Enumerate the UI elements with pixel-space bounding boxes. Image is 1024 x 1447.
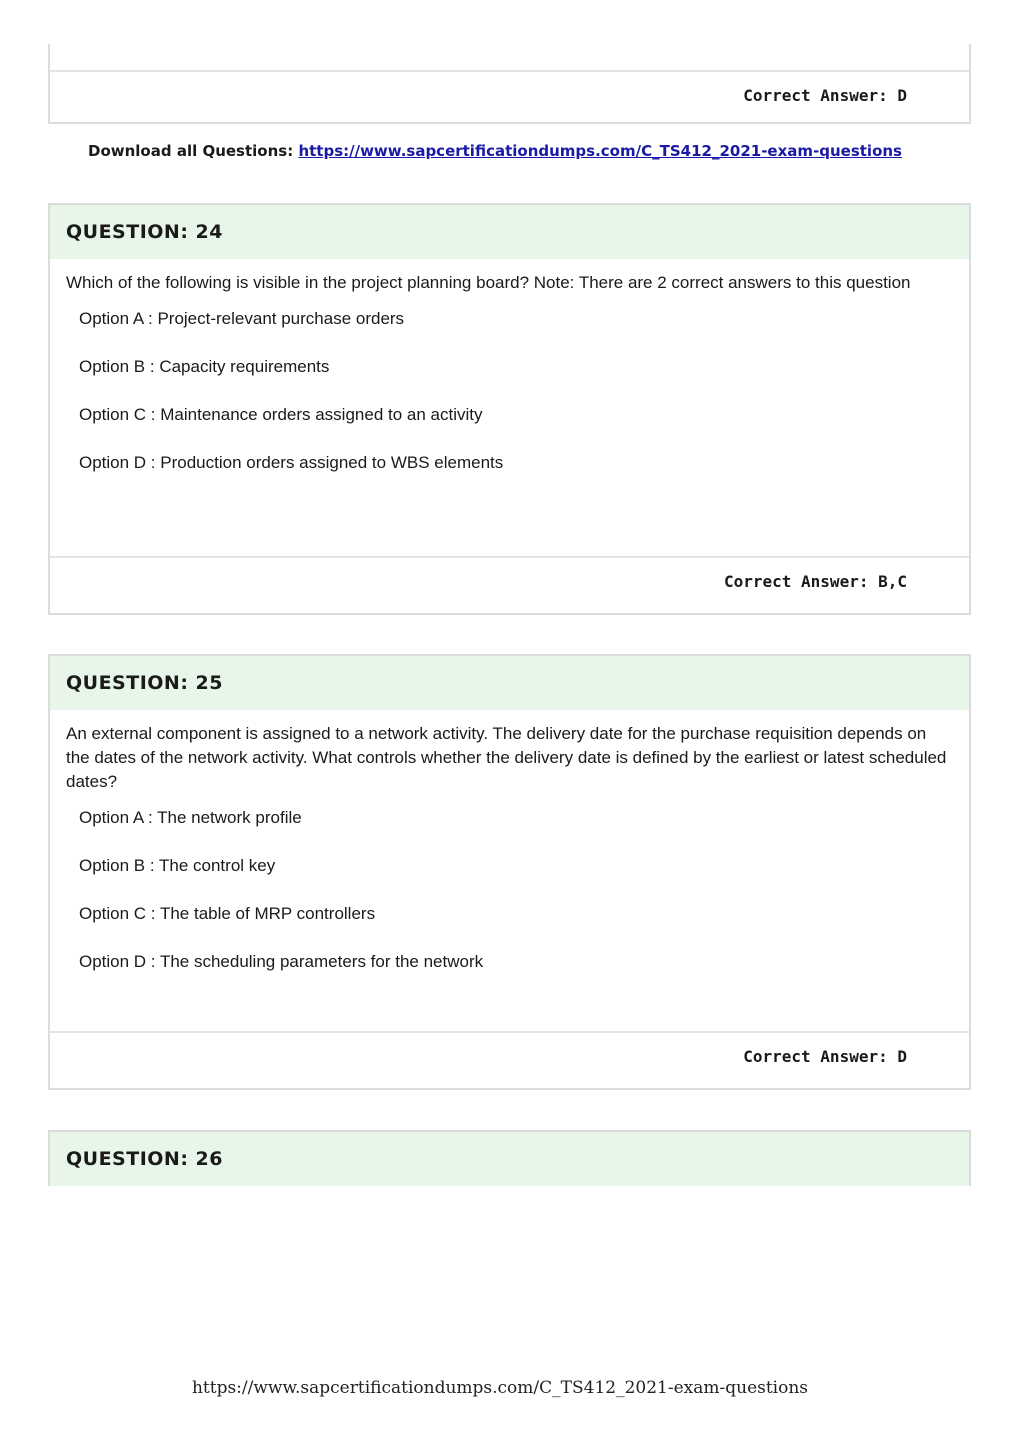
question-card-25 <box>48 654 971 1090</box>
option-b: Option B : Capacity requirements <box>79 357 330 376</box>
question-header: QUESTION: 25 <box>50 656 969 710</box>
page-footer-url: https://www.sapcertificationdumps.com/C_TS412_2021-exam-questions <box>191 1378 809 1398</box>
question-card-24 <box>48 203 971 615</box>
question-body <box>50 259 969 556</box>
option-b: Option B : The control key <box>79 856 276 875</box>
question-body <box>50 710 969 1031</box>
correct-answer: Correct Answer: D <box>50 70 969 122</box>
question-header: QUESTION: 24 <box>50 205 969 259</box>
option-c: Option C : The table of MRP controllers <box>79 904 376 923</box>
option-a: Option A : The network profile <box>79 808 302 827</box>
previous-question-tail <box>50 44 969 70</box>
download-label: Download all Questions: <box>88 142 294 160</box>
download-line <box>0 142 990 160</box>
question-card-26 <box>48 1130 971 1186</box>
correct-answer: Correct Answer: B,C <box>50 556 969 608</box>
option-d: Option D : The scheduling parameters for the network <box>79 952 484 971</box>
question-text: An external component is assigned to a network activity. The delivery date for the purchase requisition depends on the dates of the network activity. What controls whether the delivery date is defined by the earliest or latest scheduled dates? <box>66 724 947 791</box>
option-d: Option D : Production orders assigned to WBS elements <box>79 453 504 472</box>
download-link[interactable]: https://www.sapcertificationdumps.com/C_TS412_2021-exam-questions <box>298 142 902 160</box>
question-header: QUESTION: 26 <box>50 1132 969 1186</box>
correct-answer: Correct Answer: D <box>50 1031 969 1083</box>
option-a: Option A : Project-relevant purchase orders <box>79 309 405 328</box>
previous-question-card <box>48 44 971 124</box>
question-text: Which of the following is visible in the project planning board? Note: There are 2 correct answers to this question <box>66 273 911 292</box>
option-c: Option C : Maintenance orders assigned to an activity <box>79 405 483 424</box>
